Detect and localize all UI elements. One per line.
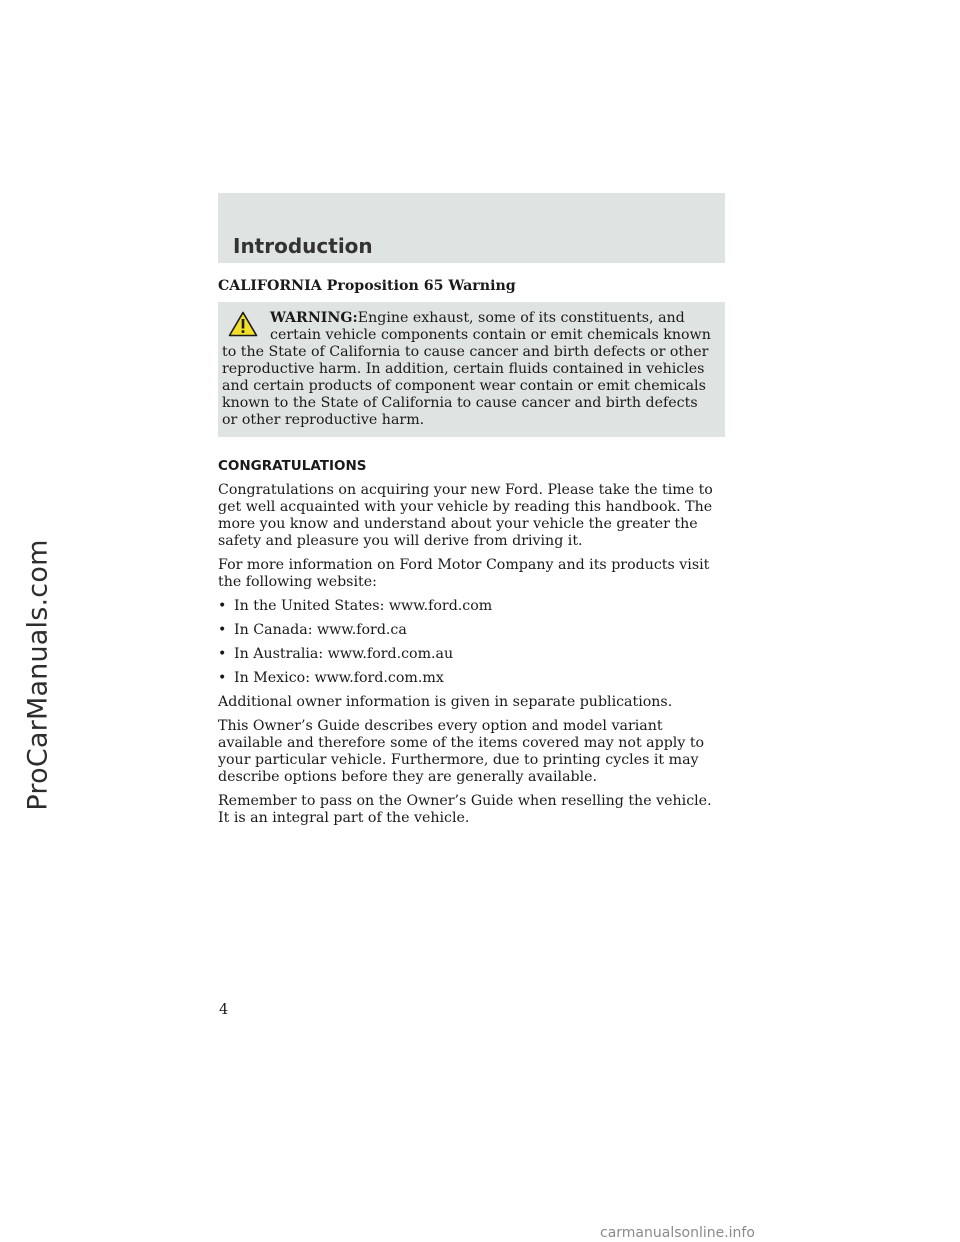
list-item-text: In Australia: www.ford.com.au [234, 646, 454, 662]
section-title: Introduction [233, 234, 373, 258]
warning-paragraph [222, 310, 715, 429]
list-item-text: In the United States: www.ford.com [234, 598, 493, 614]
list-item-text: In Canada: www.ford.ca [234, 622, 407, 638]
side-watermark [18, 510, 58, 840]
section-header [218, 193, 725, 263]
congrats-paragraph-1: Congratulations on acquiring your new Ford. Please take the time to get well acquainted with your vehicle by reading this handbook. The more you know and understand about your vehicle the greater the safety and pleasure you will derive from driving it. [218, 482, 713, 549]
list-item: • In Canada: www.ford.ca [218, 622, 407, 638]
warning-box [218, 302, 725, 437]
website-list [218, 598, 725, 687]
list-item: • In Australia: www.ford.com.au [218, 646, 454, 662]
congrats-paragraph-3: Additional owner information is given in separate publications. [218, 694, 673, 710]
congrats-paragraph-4: This Owner’s Guide describes every option and model variant available and therefore some of the items covered may not apply to your particular vehicle. Furthermore, due to printing cycles it may describe options before they are generally available. [218, 718, 705, 785]
side-watermark-text: ProCarManuals.com [22, 539, 54, 811]
page-content [218, 278, 725, 834]
prop65-heading: CALIFORNIA Proposition 65 Warning [218, 278, 516, 294]
list-item: • In Mexico: www.ford.com.mx [218, 670, 444, 686]
bottom-watermark: carmanualsonline.info [600, 1225, 755, 1241]
congrats-paragraph-2: For more information on Ford Motor Company and its products visit the following website: [218, 557, 710, 590]
page-number: 4 [219, 1002, 229, 1018]
warning-triangle-icon [228, 311, 258, 337]
congratulations-heading: CONGRATULATIONS [218, 458, 367, 474]
congrats-paragraph-5: Remember to pass on the Owner’s Guide when reselling the vehicle. It is an integral part of the vehicle. [218, 793, 712, 826]
warning-label: WARNING: [270, 310, 358, 326]
list-item: • In the United States: www.ford.com [218, 598, 493, 614]
warning-text: Engine exhaust, some of its constituents, and certain vehicle components contain or emit chemicals known to the State of California to cause cancer and birth defects or other reproductive harm. In addition, certain fluids contained in vehicles and certain products of component wear contain or emit chemicals known to the State of California to cause cancer and birth defects or other reproductive harm. [222, 310, 711, 428]
list-item-text: In Mexico: www.ford.com.mx [234, 670, 444, 686]
